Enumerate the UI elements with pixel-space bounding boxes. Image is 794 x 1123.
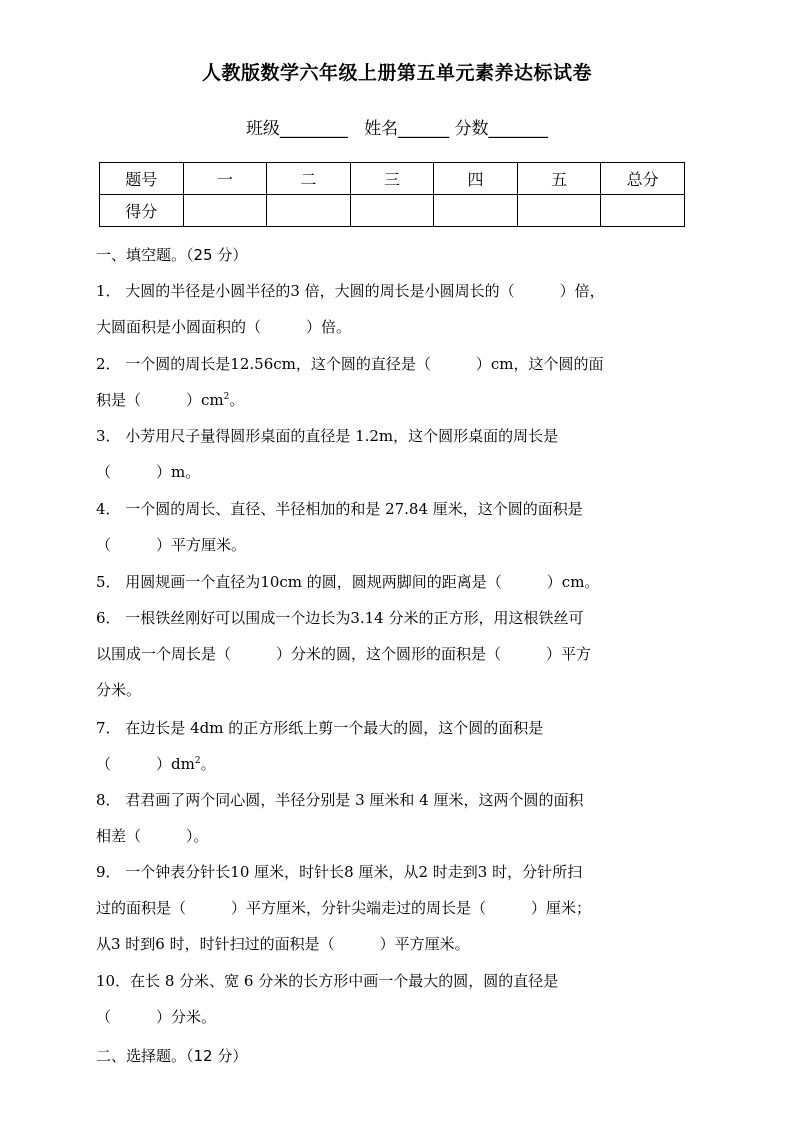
score-table	[99, 162, 685, 227]
question-6	[96, 600, 700, 708]
score-table-header: 四	[434, 163, 518, 195]
score-row-label: 得分	[100, 195, 184, 227]
question-text: 从3 时到6 时，时针扫过的面积是（ ）平方厘米。	[96, 935, 470, 953]
question-4	[96, 491, 700, 563]
question-text: 大圆面积是小圆面积的（ ）倍。	[96, 318, 352, 336]
question-text: 5． 用圆规画一个直径为10cm 的圆，圆规两脚间的距离是（ ）cm。	[96, 573, 600, 591]
question-text: 8． 君君画了两个同心圆，半径分别是 3 厘米和 4 厘米，这两个圆的面积	[96, 791, 584, 809]
score-cell[interactable]	[517, 195, 601, 227]
score-table-header: 二	[267, 163, 351, 195]
question-text: 过的面积是（ ）平方厘米，分针尖端走过的周长是（ ）厘米；	[96, 899, 592, 917]
question-text: （ ）dm	[96, 755, 195, 773]
score-table-header-row	[100, 163, 685, 195]
question-text: （ ）m。	[96, 463, 201, 481]
question-text: 积是（ ）cm	[96, 391, 224, 409]
score-cell[interactable]	[267, 195, 351, 227]
score-table-header: 三	[350, 163, 434, 195]
question-1	[96, 273, 700, 345]
class-field[interactable]: 班级________	[245, 119, 348, 139]
question-8	[96, 782, 700, 854]
score-field[interactable]: 分数_______	[454, 119, 549, 139]
question-text: 3． 小芳用尺子量得圆形桌面的直径是 1.2m，这个圆形桌面的周长是	[96, 427, 559, 445]
student-info-line	[0, 114, 794, 139]
question-text: 2． 一个圆的周长是12.56cm，这个圆的直径是（ ）cm，这个圆的面	[96, 355, 604, 373]
question-text: （ ）平方厘米。	[96, 536, 247, 554]
question-7	[96, 710, 700, 782]
question-text: 分米。	[96, 681, 142, 699]
page-title: 人教版数学六年级上册第五单元素养达标试卷	[201, 62, 592, 84]
superscript: 2	[223, 392, 230, 402]
section-heading-fill-in: 一、填空题。（25 分）	[96, 246, 248, 264]
question-text: 6． 一根铁丝刚好可以围成一个边长为3.14 分米的正方形，用这根铁丝可	[96, 609, 584, 627]
question-text: 10．在长 8 分米、宽 6 分米的长方形中画一个最大的圆，圆的直径是	[96, 972, 559, 990]
section-heading-multiple-choice: 二、选择题。（12 分）	[96, 1047, 248, 1065]
question-text: 以围成一个周长是（ ）分米的圆，这个圆形的面积是（ ）平方	[96, 645, 592, 663]
score-table-header: 五	[517, 163, 601, 195]
score-cell[interactable]	[601, 195, 685, 227]
question-text: 相差（ ）。	[96, 827, 209, 845]
score-cell[interactable]	[350, 195, 434, 227]
score-cell[interactable]	[434, 195, 518, 227]
question-9	[96, 854, 700, 962]
question-3	[96, 418, 700, 490]
score-table-header: 题号	[100, 163, 184, 195]
question-text: 9． 一个钟表分针长10 厘米，时针长8 厘米，从2 时走到3 时，分针所扫	[96, 863, 583, 881]
question-10	[96, 963, 700, 1035]
question-text: 4． 一个圆的周长、直径、半径相加的和是 27.84 厘米，这个圆的面积是	[96, 500, 583, 518]
question-text: 7． 在边长是 4dm 的正方形纸上剪一个最大的圆，这个圆的面积是	[96, 719, 544, 737]
question-2	[96, 346, 700, 418]
question-text: 。	[229, 391, 245, 409]
question-text: （ ）分米。	[96, 1008, 217, 1026]
score-table-header: 总分	[601, 163, 685, 195]
score-cell[interactable]	[183, 195, 267, 227]
score-table-header: 一	[183, 163, 267, 195]
name-field[interactable]: 姓名______	[364, 119, 450, 139]
question-text: 1． 大圆的半径是小圆半径的3 倍，大圆的周长是小圆周长的（ ）倍，	[96, 282, 605, 300]
question-5	[96, 564, 700, 600]
score-table-score-row	[100, 195, 685, 227]
question-text: 。	[200, 755, 216, 773]
superscript: 2	[194, 756, 201, 766]
